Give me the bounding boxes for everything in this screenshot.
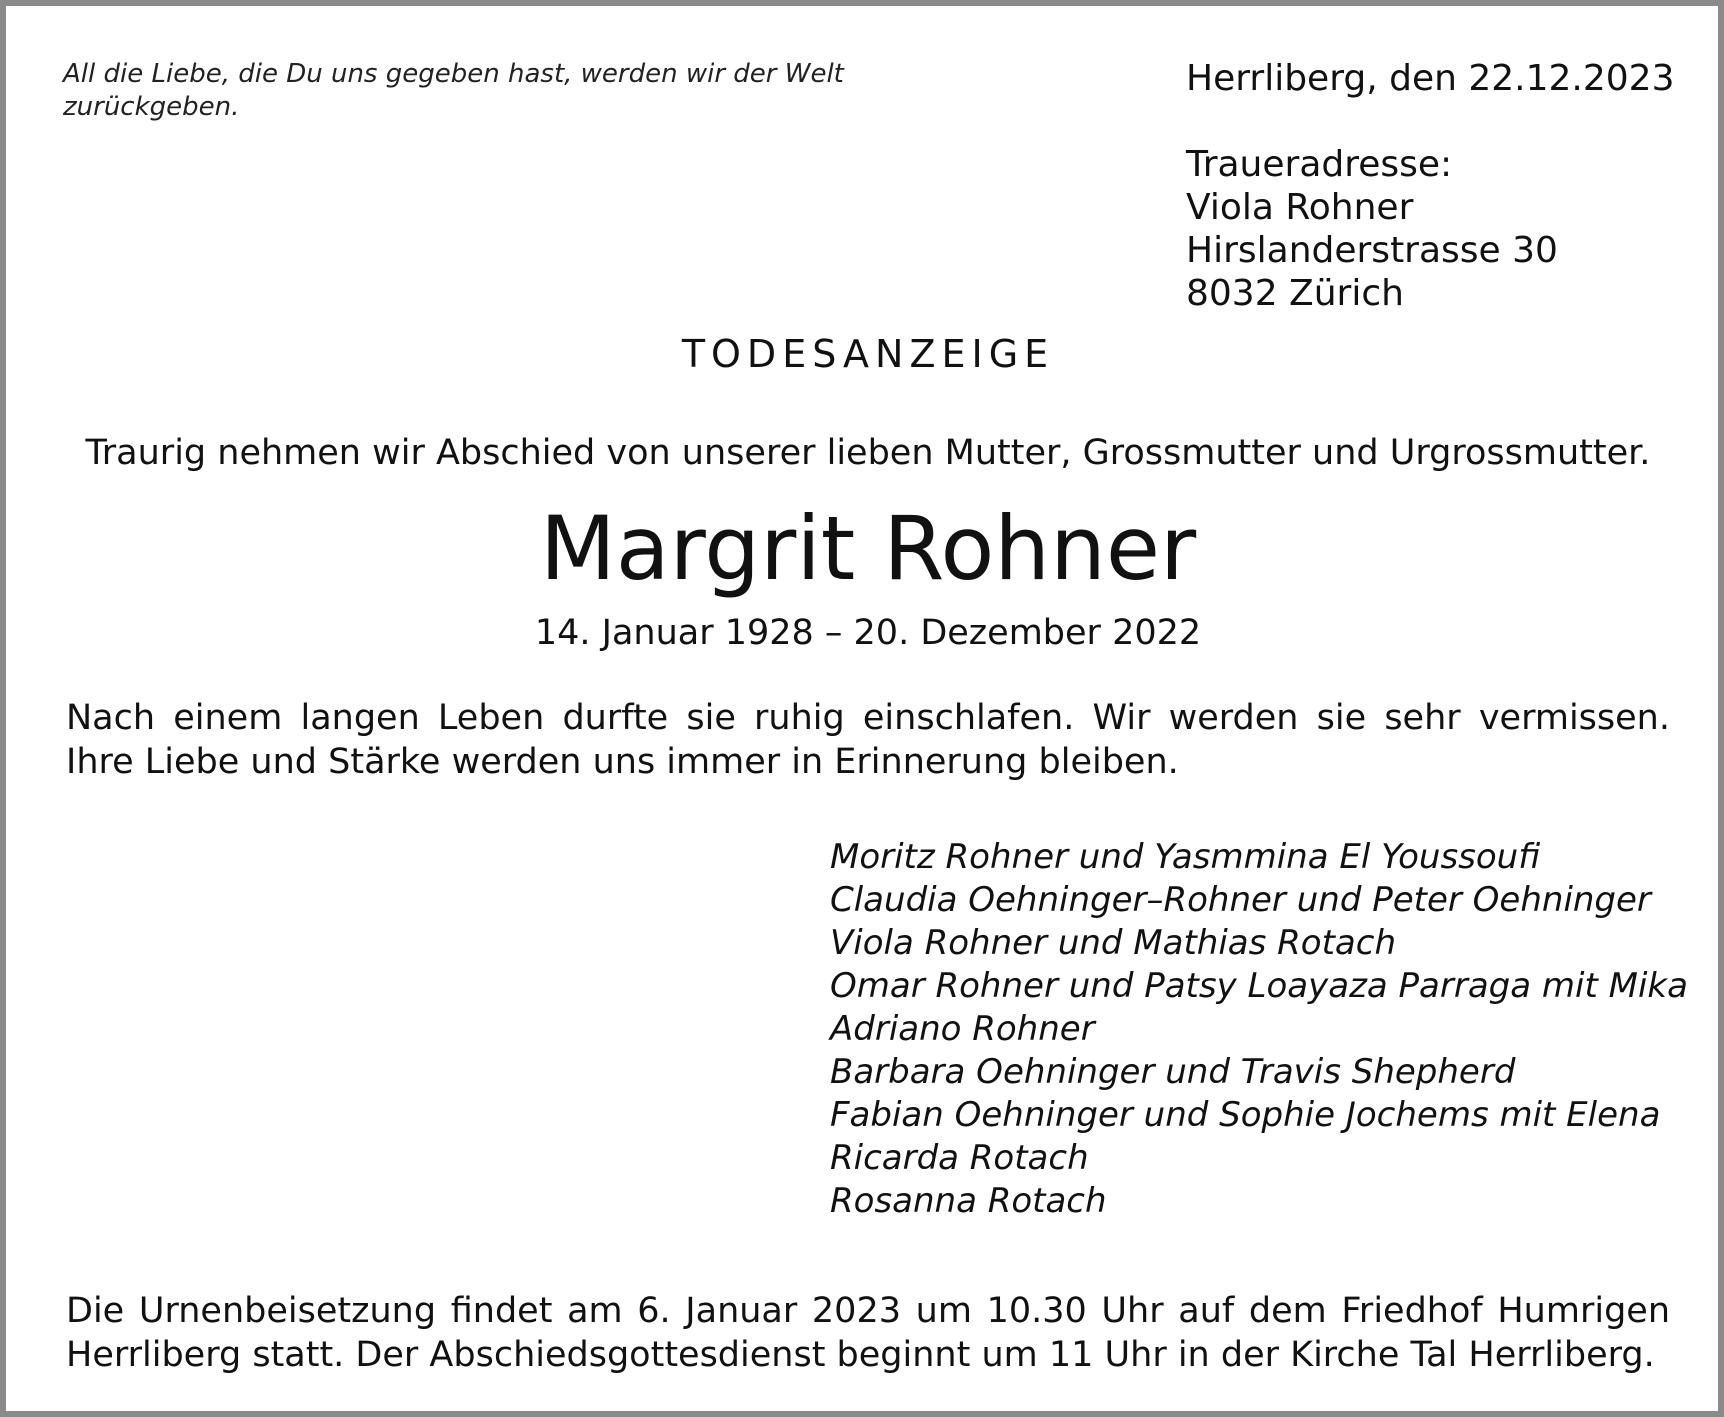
family-member: Rosanna Rotach (830, 1181, 1107, 1221)
place-date: Herrliberg, den 22.12.2023 (1186, 58, 1675, 99)
address-street: Hirslanderstrasse 30 (1186, 230, 1558, 271)
family-member: Adriano Rohner (830, 1009, 1095, 1049)
burial-line: Die Urnenbeisetzung findet am 6. Januar 2023 um 10.30 Uhr auf dem Friedhof Humrigen (66, 1291, 1670, 1331)
deceased-name: Margrit Rohner (539, 497, 1197, 600)
family-member: Fabian Oehninger und Sophie Jochems mit Elena (830, 1095, 1661, 1135)
life-dates: 14. Januar 1928 – 20. Dezember 2022 (534, 613, 1202, 653)
motto-quote: All die Liebe, die Du uns gegeben hast, werden wir der Welt zurückgeben. (63, 59, 844, 122)
family-member: Omar Rohner und Patsy Loayaza Parraga mit Mika (830, 966, 1688, 1006)
burial-line: Herrliberg statt. Der Abschiedsgottesdienst beginnt um 11 Uhr in der Kirche Tal Herrliberg. (66, 1335, 1655, 1375)
family-member: Claudia Oehninger–Rohner und Peter Oehninger (830, 880, 1651, 920)
mourning-address (1186, 143, 1558, 315)
address-city: 8032 Zürich (1186, 273, 1404, 314)
family-list (830, 836, 1688, 1223)
address-label: Traueradresse: (1186, 144, 1453, 185)
notice-heading: TODESANZEIGE (681, 332, 1055, 376)
intro-text: Traurig nehmen wir Abschied von unserer lieben Mutter, Grossmutter und Urgrossmutter. (85, 433, 1651, 473)
message-line: Nach einem langen Leben durfte sie ruhig einschlafen. Wir werden sie sehr vermissen. (66, 698, 1670, 738)
family-member: Viola Rohner und Mathias Rotach (830, 923, 1396, 963)
message-line: Ihre Liebe und Stärke werden uns immer in Erinnerung bleiben. (66, 742, 1179, 782)
burial-info (66, 1289, 1670, 1377)
family-member: Ricarda Rotach (830, 1138, 1089, 1178)
address-name: Viola Rohner (1186, 187, 1414, 228)
family-member: Barbara Oehninger und Travis Shepherd (830, 1052, 1516, 1092)
message-paragraph (66, 696, 1670, 784)
family-member: Moritz Rohner und Yasmmina El Youssoufi (830, 837, 1541, 877)
